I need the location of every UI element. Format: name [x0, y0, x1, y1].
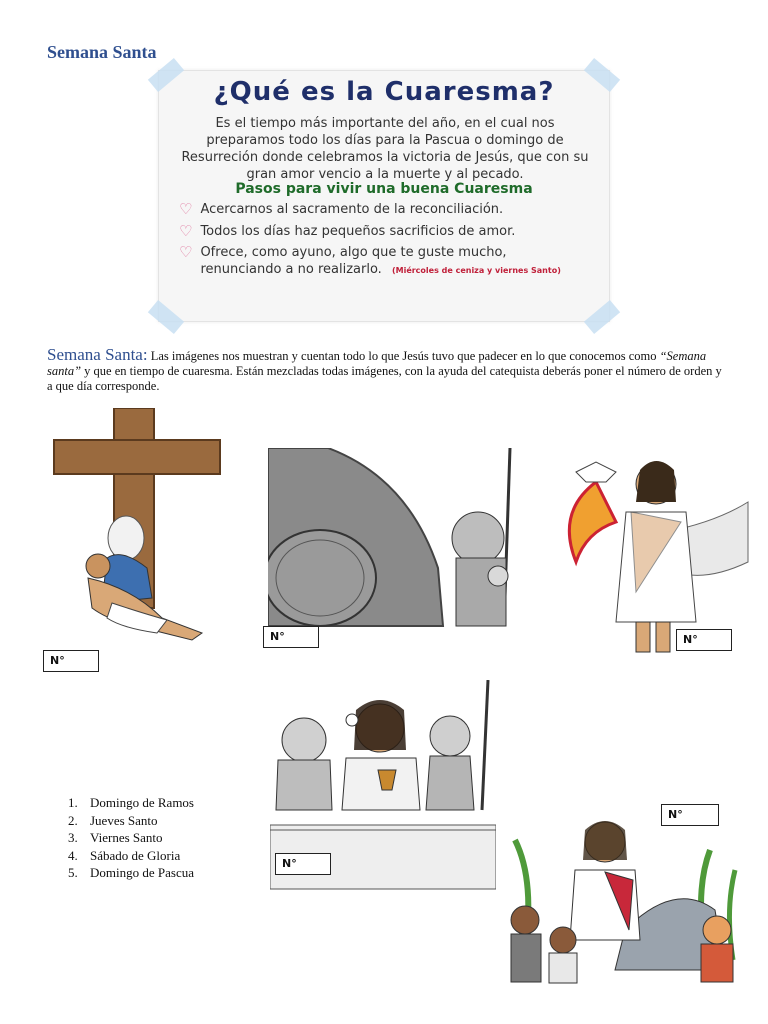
step-item	[179, 244, 579, 279]
order-number-box[interactable]: N°	[676, 629, 732, 651]
list-item: 4. Sábado de Gloria	[68, 847, 181, 863]
list-item: 1. Domingo de Ramos	[68, 795, 194, 810]
list-item: 5. Domingo de Pascua	[68, 865, 194, 880]
order-number-box[interactable]: N°	[661, 804, 719, 826]
palm-sunday-illustration	[505, 820, 741, 984]
list-item: 3. Viernes Santo	[68, 830, 163, 845]
step-text: Todos los días haz pequeños sacrificios de amor.	[200, 224, 516, 239]
card-subtitle: Pasos para vivir una buena Cuaresma	[235, 181, 533, 197]
step-text: Acercarnos al sacramento de la reconciliación.	[200, 202, 504, 217]
step-text: Ofrece, como ayuno, algo que te guste mucho, renunciando a no realizarlo.	[200, 245, 507, 277]
cuaresma-card	[158, 70, 610, 322]
tomb-illustration	[268, 448, 520, 628]
heart-icon: ♡	[179, 200, 193, 218]
intro-paragraph: Semana Santa: Las imágenes nos muestran y cuentan todo lo que Jesús tuvo que padecer en lo que conocemos como “Semana santa” y que en tiempo de cuaresma. Están mezcladas todas imágenes, con la ayuda del catequista deberás poner el número de orden y a que día corresponde.	[47, 345, 722, 393]
order-number-box[interactable]: N°	[275, 853, 331, 875]
list-item: 2. Jueves Santo	[68, 812, 158, 828]
step-item	[179, 201, 503, 218]
tape-decoration	[148, 300, 184, 334]
order-number-box[interactable]: N°	[263, 626, 319, 648]
order-number-box[interactable]: N°	[43, 650, 99, 672]
step-item	[179, 223, 515, 240]
pieta-illustration	[52, 408, 222, 643]
heart-icon: ♡	[179, 243, 193, 261]
step-note: (Miércoles de ceniza y viernes Santo)	[391, 266, 561, 275]
intro-heading: Semana Santa	[47, 345, 143, 364]
heart-icon: ♡	[179, 222, 193, 240]
days-list	[68, 794, 194, 882]
page-title: Semana Santa	[47, 42, 157, 62]
tape-decoration	[584, 300, 620, 334]
card-title: ¿Qué es la Cuaresma?	[213, 77, 555, 107]
card-body: Es el tiempo más importante del año, en el cual nos preparamos todo los días para la Pascua o domingo de Resurreción donde celebramos la victoria de Jesús, que con su gran amor vencio a la muerte y al pecado.	[181, 116, 589, 182]
